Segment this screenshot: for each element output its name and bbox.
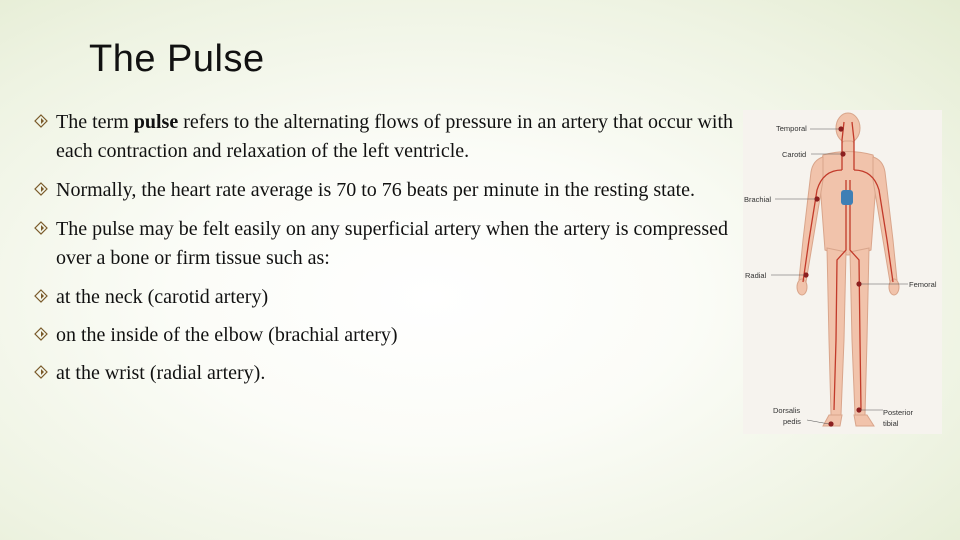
dorsalis-label-line2: pedis [783, 417, 801, 426]
brachial-point [814, 196, 819, 201]
femoral-label: Femoral [909, 280, 937, 289]
bullet-text: Normally, the heart rate average is 70 to 76 beats per minute in the resting state. [56, 179, 696, 201]
temporal-point [838, 126, 843, 131]
dorsalis-pedis-point [828, 421, 833, 426]
slide-title: The Pulse [89, 38, 265, 80]
bullet-item [34, 321, 734, 350]
radial-label: Radial [745, 271, 767, 280]
temporal-label: Temporal [776, 124, 807, 133]
bullet-item [34, 176, 734, 205]
bullet-item [34, 108, 734, 166]
bullet-text: The pulse may be felt easily on any superficial artery when the artery is compressed over a bone or firm tissue such as: [56, 218, 728, 269]
posterior-label-line2: tibial [883, 419, 899, 428]
bullet-text: at the neck (carotid artery) [56, 286, 269, 308]
diamond-outline-icon [34, 221, 48, 235]
bullet-item [34, 359, 734, 388]
bullet-text-post: refers to the alternating flows of pressure in an artery that occur with each contraction and relaxation of the left ventricle. [56, 111, 734, 162]
diamond-outline-icon [34, 327, 48, 341]
brachial-label: Brachial [744, 195, 772, 204]
radial-point [803, 272, 808, 277]
carotid-point [840, 151, 845, 156]
femoral-point [856, 281, 861, 286]
bullet-list [34, 108, 734, 388]
diamond-outline-icon [34, 365, 48, 379]
pulse-points-figure [743, 110, 942, 434]
bullet-item [34, 215, 734, 273]
diamond-outline-icon [34, 182, 48, 196]
diamond-outline-icon [34, 289, 48, 303]
bullet-item [34, 283, 734, 312]
bullet-text: at the wrist (radial artery). [56, 362, 266, 384]
heart-icon [841, 190, 853, 205]
body-silhouette [797, 113, 899, 426]
posterior-tibial-point [856, 407, 861, 412]
bullet-text: on the inside of the elbow (brachial artery) [56, 324, 398, 346]
diamond-outline-icon [34, 114, 48, 128]
bullet-text-pre: The term [56, 111, 134, 133]
posterior-label-line1: Posterior [883, 408, 914, 417]
dorsalis-label-line1: Dorsalis [773, 406, 801, 415]
body-diagram [743, 110, 942, 434]
carotid-label: Carotid [782, 150, 807, 159]
bullet-text-bold: pulse [133, 111, 179, 133]
